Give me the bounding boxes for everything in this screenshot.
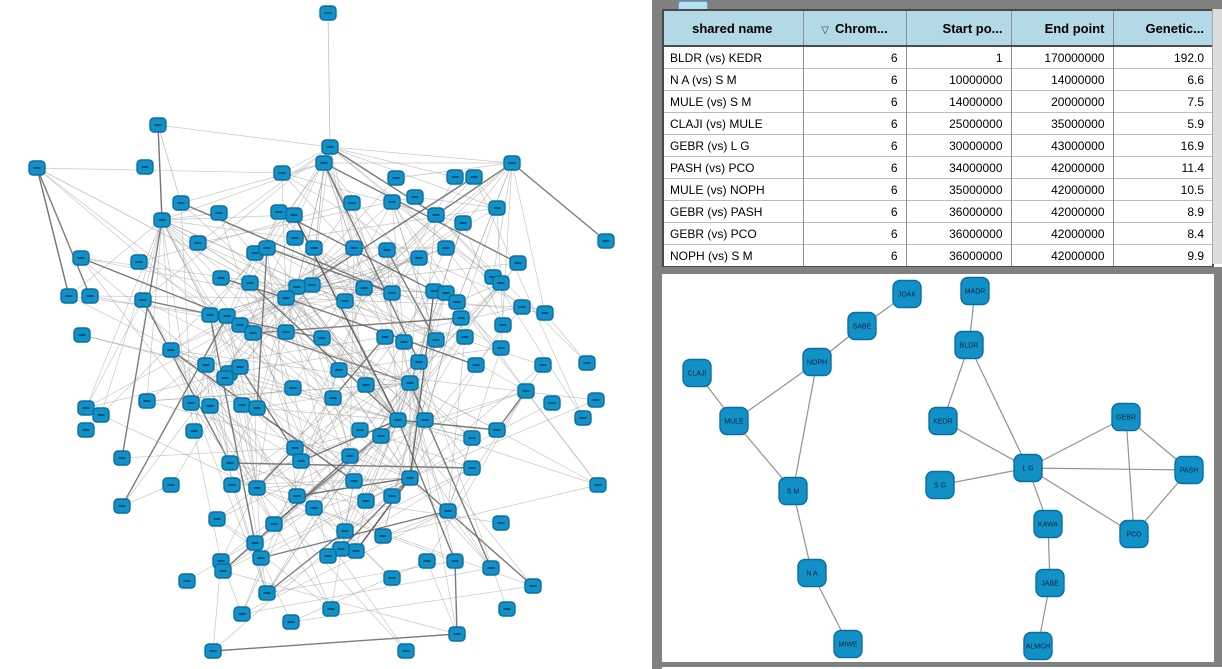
table-row[interactable] — [663, 245, 1213, 268]
node-label — [443, 247, 450, 249]
node-label: NOPH — [806, 359, 828, 367]
table-cell: BLDR (vs) KEDR — [663, 46, 803, 69]
table-row[interactable] — [663, 135, 1213, 157]
node-label — [580, 417, 587, 419]
node-label — [494, 207, 501, 209]
node-label — [338, 548, 345, 550]
table-cell: CLAJI (vs) MULE — [663, 113, 803, 135]
node-label — [276, 211, 283, 213]
node-label — [83, 429, 90, 431]
node-label — [239, 613, 246, 615]
table-cell: MULE (vs) S M — [663, 91, 803, 113]
network-edge — [398, 420, 455, 561]
table-row[interactable] — [663, 157, 1213, 179]
node-label — [460, 222, 467, 224]
column-header-genetic[interactable] — [1113, 10, 1213, 46]
node-label — [401, 341, 408, 343]
network-edge — [181, 163, 324, 203]
table-body — [663, 46, 1213, 267]
network-edge[interactable] — [969, 345, 1028, 468]
table-header-row — [663, 10, 1213, 46]
network-edge — [213, 634, 457, 651]
node-label — [291, 214, 298, 216]
node-label — [454, 633, 461, 635]
column-header-chromosome[interactable] — [803, 10, 906, 46]
node-label — [294, 495, 301, 497]
node-label — [168, 349, 175, 351]
node-label — [87, 295, 94, 297]
node-label — [216, 212, 223, 214]
table-cell: GEBR (vs) L G — [663, 135, 803, 157]
table-cell: 7.5 — [1113, 91, 1213, 113]
node-label — [292, 447, 299, 449]
node-label — [445, 510, 452, 512]
node-label — [412, 196, 419, 198]
node-label — [119, 505, 126, 507]
node-label — [188, 402, 195, 404]
node-label — [283, 297, 290, 299]
node-label — [473, 364, 480, 366]
table-cell: 6 — [803, 69, 906, 91]
node-label — [549, 402, 556, 404]
network-edge[interactable] — [1028, 468, 1189, 470]
node-label — [462, 336, 469, 338]
network-edge — [330, 147, 512, 163]
column-header-start-point[interactable] — [906, 10, 1011, 46]
node-label — [220, 570, 227, 572]
node-label — [357, 429, 364, 431]
node-label: ALMCH — [1025, 643, 1051, 651]
table-cell: MULE (vs) NOPH — [663, 179, 803, 201]
node-label — [178, 202, 185, 204]
node-label — [325, 12, 332, 14]
node-label — [328, 608, 335, 610]
table-cell: 35000000 — [1011, 113, 1113, 135]
node-label — [237, 366, 244, 368]
node-label — [498, 282, 505, 284]
node-label — [471, 176, 478, 178]
column-label: shared name — [692, 20, 773, 36]
node-label — [382, 336, 389, 338]
node-label — [509, 162, 516, 164]
vertical-scrollbar[interactable] — [1212, 9, 1222, 264]
node-label: BLDR — [959, 342, 979, 350]
node-label — [294, 286, 301, 288]
node-label — [454, 301, 461, 303]
network-edge — [267, 383, 410, 593]
node-label — [336, 369, 343, 371]
table-cell: 9.9 — [1113, 245, 1213, 268]
table-cell: 6 — [803, 223, 906, 245]
node-label: KAWA — [1037, 521, 1059, 529]
subnetwork-canvas[interactable] — [662, 274, 1214, 662]
network-edge — [122, 448, 295, 458]
node-label — [403, 650, 410, 652]
table-cell: 192.0 — [1113, 46, 1213, 69]
table-row[interactable] — [663, 179, 1213, 201]
node-label — [422, 419, 429, 421]
table-cell: 5.9 — [1113, 113, 1213, 135]
node-label — [363, 384, 370, 386]
network-edge — [194, 431, 223, 571]
network-edge — [526, 391, 598, 485]
node-label — [311, 247, 318, 249]
node-label — [119, 457, 126, 459]
node-label — [523, 390, 530, 392]
column-label: Start po... — [942, 20, 1003, 36]
network-edge — [545, 313, 587, 363]
table-cell: 36000000 — [906, 223, 1011, 245]
node-label — [407, 477, 414, 479]
node-label: KEDR — [933, 418, 953, 426]
node-label: JABE — [1041, 580, 1059, 588]
table-row[interactable] — [663, 91, 1213, 113]
node-label — [214, 518, 221, 520]
node-label: S M — [786, 488, 800, 496]
node-label — [98, 414, 105, 416]
node-label — [247, 282, 254, 284]
table-row[interactable] — [663, 46, 1213, 69]
node-label — [237, 324, 244, 326]
node-label — [254, 407, 261, 409]
node-label — [542, 312, 549, 314]
node-label — [433, 339, 440, 341]
node-label — [593, 399, 600, 401]
node-label — [258, 557, 265, 559]
node-label — [540, 364, 547, 366]
node-label — [319, 337, 326, 339]
table-cell: 6 — [803, 245, 906, 268]
table-cell: 8.9 — [1113, 201, 1213, 223]
node-label — [203, 364, 210, 366]
mini-tab[interactable] — [678, 1, 708, 9]
node-label — [288, 621, 295, 623]
table-cell: 6 — [803, 157, 906, 179]
table-cell: 42000000 — [1011, 201, 1113, 223]
table-cell: 10.5 — [1113, 179, 1213, 201]
node-label — [227, 462, 234, 464]
node-label — [584, 362, 591, 364]
node-label — [159, 219, 166, 221]
table-cell: 6 — [803, 91, 906, 113]
node-label — [222, 377, 229, 379]
table-cell: 10000000 — [906, 69, 1011, 91]
node-label — [494, 429, 501, 431]
node-label — [271, 523, 278, 525]
node-label — [353, 550, 360, 552]
table-row[interactable] — [663, 201, 1213, 223]
node-label — [519, 306, 526, 308]
node-label — [207, 314, 214, 316]
node-label — [168, 484, 175, 486]
column-label: End point — [1044, 20, 1105, 36]
table-cell: 6 — [803, 135, 906, 157]
node-label — [140, 299, 147, 301]
network-edge — [158, 125, 330, 147]
node-label — [389, 201, 396, 203]
node-label — [389, 577, 396, 579]
node-label — [488, 567, 495, 569]
node-label: PASH — [1179, 467, 1199, 475]
node-label: S G — [933, 482, 947, 490]
node-label — [155, 124, 162, 126]
table-cell: GEBR (vs) PCO — [663, 223, 803, 245]
node-label — [500, 324, 507, 326]
node-label — [433, 214, 440, 216]
node-label: SABE — [852, 323, 872, 331]
node-label — [142, 166, 149, 168]
node-label — [66, 295, 73, 297]
network-edge — [86, 300, 143, 408]
edge-attribute-table — [662, 9, 1214, 268]
network-edge — [328, 13, 330, 147]
node-label — [330, 397, 337, 399]
filter-icon[interactable]: ▽ — [821, 24, 829, 36]
table-row[interactable] — [663, 113, 1213, 135]
node-label — [504, 608, 511, 610]
node-label — [298, 460, 305, 462]
node-label — [250, 332, 257, 334]
network-edge[interactable] — [1126, 417, 1134, 534]
node-label — [351, 247, 358, 249]
node-label — [254, 487, 261, 489]
table-cell: 16.9 — [1113, 135, 1213, 157]
table-cell: 35000000 — [906, 179, 1011, 201]
node-label — [264, 247, 271, 249]
network-edge — [158, 125, 162, 220]
node-label — [239, 404, 246, 406]
node-label: MADR — [964, 288, 986, 296]
node-label — [34, 167, 41, 169]
table-cell: 14000000 — [906, 91, 1011, 113]
node-label — [252, 252, 259, 254]
node-label — [283, 331, 290, 333]
node-label — [321, 162, 328, 164]
node-label — [498, 522, 505, 524]
node-label — [207, 405, 214, 407]
node-label — [218, 277, 225, 279]
column-header-shared-name[interactable] — [663, 10, 803, 46]
node-label — [144, 400, 151, 402]
network-edge — [162, 220, 171, 350]
table-cell: 36000000 — [906, 201, 1011, 223]
table-cell: 30000000 — [906, 135, 1011, 157]
node-label: L G — [1022, 465, 1034, 473]
node-label: N A — [806, 570, 818, 578]
node-label — [292, 237, 299, 239]
node-label — [363, 500, 370, 502]
node-label — [342, 530, 349, 532]
table-cell: 42000000 — [1011, 179, 1113, 201]
node-label — [361, 287, 368, 289]
table-cell: 42000000 — [1011, 157, 1113, 179]
node-label — [443, 292, 450, 294]
node-label — [416, 257, 423, 259]
network-edge — [427, 561, 457, 634]
table-cell: GEBR (vs) PASH — [663, 201, 803, 223]
node-label — [290, 387, 297, 389]
table-cell: 8.4 — [1113, 223, 1213, 245]
column-label: Genetic... — [1145, 20, 1204, 36]
node-label — [389, 495, 396, 497]
table-cell: 6 — [803, 179, 906, 201]
table-cell: 20000000 — [1011, 91, 1113, 113]
node-label — [78, 257, 85, 259]
node-label — [327, 146, 334, 148]
node-label — [380, 535, 387, 537]
node-label — [325, 555, 332, 557]
node-label — [389, 292, 396, 294]
node-label: MULE — [724, 418, 744, 426]
node-label — [498, 347, 505, 349]
node-label: GEBR — [1116, 414, 1136, 422]
table-cell: 6.6 — [1113, 69, 1213, 91]
node-label — [279, 172, 286, 174]
node-label — [218, 560, 225, 562]
node-label — [191, 430, 198, 432]
table-cell: 36000000 — [906, 245, 1011, 268]
column-label: Chrom... — [834, 20, 888, 36]
node-label — [469, 437, 476, 439]
node-label — [395, 419, 402, 421]
node-label — [229, 484, 236, 486]
table-cell: 34000000 — [906, 157, 1011, 179]
node-label — [136, 261, 143, 263]
node-label — [83, 407, 90, 409]
node-label — [210, 650, 217, 652]
node-label — [342, 300, 349, 302]
node-label — [452, 176, 459, 178]
node-label — [407, 382, 414, 384]
network-edge[interactable] — [1028, 417, 1126, 468]
table-cell: 1 — [906, 46, 1011, 69]
table-cell: PASH (vs) PCO — [663, 157, 803, 179]
node-label — [416, 361, 423, 363]
node-label — [452, 560, 459, 562]
table-top-strip — [662, 0, 1222, 9]
table-cell: 6 — [803, 201, 906, 223]
network-edge — [512, 163, 606, 241]
node-label — [603, 240, 610, 242]
node-label — [349, 202, 356, 204]
node-label: MIWE — [838, 641, 858, 649]
subnetwork-panel — [652, 267, 1222, 667]
node-label — [184, 580, 191, 582]
network-edge — [291, 561, 427, 622]
table-row[interactable] — [663, 69, 1213, 91]
node-label — [469, 467, 476, 469]
node-label — [393, 177, 400, 179]
network-edge — [493, 163, 512, 277]
node-label — [595, 484, 602, 486]
node-label — [530, 585, 537, 587]
table-cell: 42000000 — [1011, 223, 1113, 245]
table-row[interactable] — [663, 223, 1213, 245]
node-label — [264, 592, 271, 594]
node-label — [309, 284, 316, 286]
node-label: PCO — [1126, 531, 1142, 539]
node-label: CLAJI — [687, 370, 707, 378]
table-cell: 170000000 — [1011, 46, 1113, 69]
column-header-end-point[interactable] — [1011, 10, 1113, 46]
node-label — [431, 290, 438, 292]
node-label — [515, 262, 522, 264]
table-cell: 11.4 — [1113, 157, 1213, 179]
table-cell: N A (vs) S M — [663, 69, 803, 91]
table-cell: NOPH (vs) S M — [663, 245, 803, 268]
node-label — [424, 560, 431, 562]
node-label — [384, 249, 391, 251]
node-label — [311, 507, 318, 509]
node-label — [252, 542, 259, 544]
network-edge — [162, 220, 286, 298]
table-cell: 14000000 — [1011, 69, 1113, 91]
node-label — [195, 242, 202, 244]
table-cell: 42000000 — [1011, 245, 1113, 268]
network-edge[interactable] — [793, 362, 817, 491]
node-label — [458, 317, 465, 319]
node-label — [347, 455, 354, 457]
table-cell: 25000000 — [906, 113, 1011, 135]
node-label — [79, 334, 86, 336]
node-label — [378, 435, 385, 437]
table-cell: 43000000 — [1011, 135, 1113, 157]
table-cell: 6 — [803, 113, 906, 135]
node-label — [351, 480, 358, 482]
table-cell: 6 — [803, 46, 906, 69]
node-label — [224, 315, 231, 317]
edge-table-panel — [662, 0, 1222, 267]
network-edge — [282, 173, 286, 298]
node-label: JOAK — [897, 291, 917, 299]
